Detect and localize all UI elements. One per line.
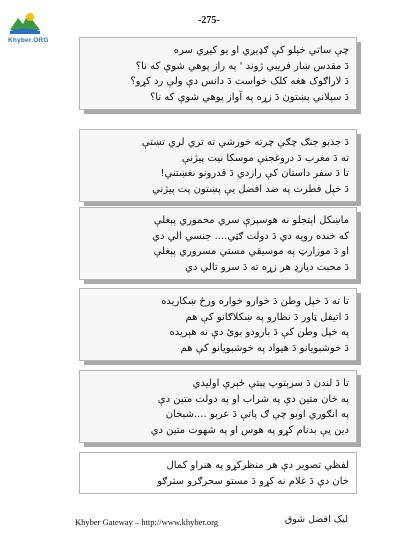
stanza-box-final — [79, 452, 357, 494]
page-number: -275- — [198, 15, 220, 26]
stanza-box — [79, 207, 357, 280]
verse-line: ماښکل اېتجلو نه هوسپرې سري محموري پېغلې — [153, 215, 349, 226]
verse-line: په انګوري اوبو چې ګ پاتې دَ عربو ....شبخان — [165, 409, 349, 420]
verse-line: دَ محبت ديارډ هر زړه ته دَ سرو تالي دي — [185, 261, 349, 273]
verse-line: او دَ موزارټ په موسيقي مستي مسروري پېغلې — [153, 246, 349, 257]
verse-line: دَ اتيفل ټاور دَ نظارو په ښکلاګانو کې هم — [185, 311, 349, 323]
verse-line: دَ جذبو جنګ چګې چرته خورشي ته تري لري تښتې — [141, 137, 349, 148]
stanza-box — [79, 370, 357, 443]
verse-line: که خنده رويه دي دَ دولت ګټي.... جنسي الي دي — [152, 230, 349, 242]
khyber-logo-icon — [8, 8, 42, 36]
verse-line: په خپل وطن کې دَ بارودو بوئ دې نه هېريده — [169, 327, 349, 338]
footer-site-link[interactable]: Khyber Gateway – http://www.khyber.org — [75, 517, 219, 527]
verse-line: په خان متين دې په شراب او په دولت متين دې — [157, 393, 349, 405]
verse-line: چې ساتي خپلو کې ګډيږي او يو کيږي سره — [173, 45, 349, 56]
stanza-box — [79, 37, 357, 110]
verse-line: دَ مقدس ښار فريبي ژوند ' په راز پوهي شوې که نا؟ — [135, 60, 349, 72]
stanza-box — [79, 129, 357, 202]
verse-line: دَ لاراګوک هغه کلک خواست دَ دانس دې ولې رد کړو؟ — [130, 76, 349, 87]
verse-line: دَ سپلاني پښتون دَ زړه په آواز پوهي شوې که نا؟ — [149, 91, 349, 103]
logo-text: Khyber.ORG — [8, 37, 49, 44]
verse-line: ته دَ مغرب دَ دروغجنې موسکا نيت پيژنې — [181, 152, 349, 164]
verse-line: دَ خپل فطرت په ضد افضل يې پښتون پت پيژني — [152, 183, 349, 195]
stanza-box — [79, 288, 357, 361]
khyber-logo[interactable] — [8, 8, 49, 44]
verse-line: دين يې بدنام کړو په هوس او په شهوت متين دي — [150, 424, 349, 436]
verse-line: تا ته دَ خپل وطن دَ خوارو خواره ورځ ښکاريده — [161, 296, 349, 307]
footer-author: ليک افضل شوق — [284, 514, 348, 525]
verse-line: تا دَ لندن دَ سرېتوپ پېتې ځېرې اوليدي — [192, 378, 349, 389]
verse-line: دَ خوشبويانو دَ هيواد په خوشبويانو کې هم — [180, 342, 349, 354]
verse-line: تا دَ سفر داستان کې رازدي دَ قدرونو نغښتني! — [160, 168, 349, 179]
verse-line: لفظي تصوير دې هر منظرکړو په هنراو کمال — [166, 460, 349, 471]
verse-line: خان دې دَ غلام نه کړو دَ مستو سحرګرو سترګو — [157, 475, 349, 487]
